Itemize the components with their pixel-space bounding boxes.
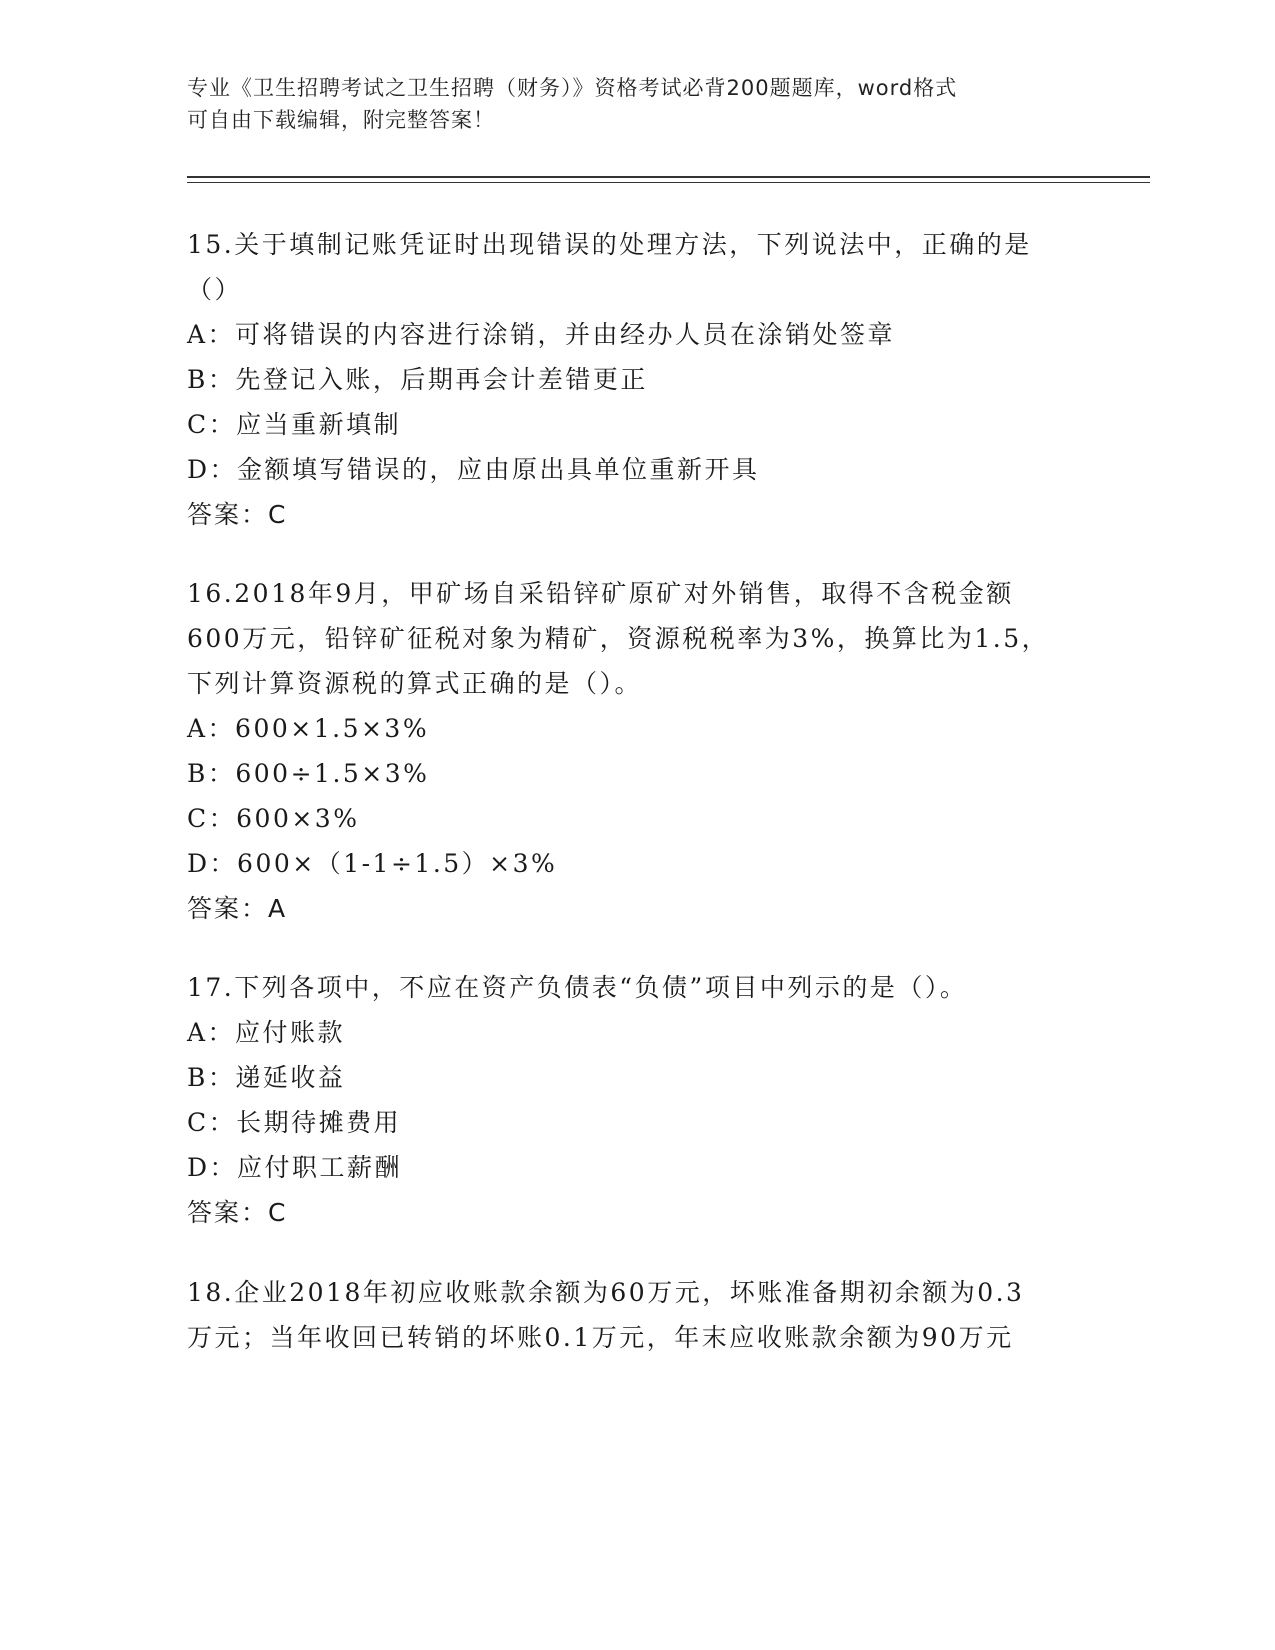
question-15 <box>187 222 1067 538</box>
question-stem-line: 15.关于填制记账凭证时出现错误的处理方法，下列说法中，正确的是 <box>187 230 1032 259</box>
header-rule-top <box>187 176 1150 178</box>
answer-label: 答案： <box>187 894 269 923</box>
answer-label: 答案： <box>187 500 269 529</box>
document-header <box>187 72 1067 136</box>
header-rule-bottom <box>187 182 1150 183</box>
option-a: A：600×1.5×3% <box>187 714 430 743</box>
answer-line <box>187 492 1067 538</box>
option-a: A：应付账款 <box>187 1018 346 1047</box>
question-stem-line: 18.企业2018年初应收账款余额为60万元，坏账准备期初余额为0.3 <box>187 1278 1025 1307</box>
option-b: B：先登记入账，后期再会计差错更正 <box>187 365 648 394</box>
question-stem-line: 下列计算资源税的算式正确的是（）。 <box>187 669 643 698</box>
option-d: D：金额填写错误的，应由原出具单位重新开具 <box>187 455 760 484</box>
answer-value: A <box>268 894 288 923</box>
question-17 <box>187 965 1067 1236</box>
option-b: B：600÷1.5×3% <box>187 759 430 788</box>
option-a: A：可将错误的内容进行涂销，并由经办人员在涂销处签章 <box>187 320 896 349</box>
question-stem-line: 600万元，铅锌矿征税对象为精矿，资源税税率为3%，换算比为1.5， <box>187 624 1050 653</box>
option-d: D：600×（1-1÷1.5）×3% <box>187 849 558 878</box>
answer-value: C <box>268 1198 288 1227</box>
answer-line <box>187 1190 1067 1236</box>
answer-label: 答案： <box>187 1198 269 1227</box>
question-18 <box>187 1270 1067 1360</box>
question-stem-line: （） <box>187 275 243 304</box>
question-stem-line: 16.2018年9月，甲矿场自采铅锌矿原矿对外销售，取得不含税金额 <box>187 579 1014 608</box>
header-line-1: 专业《卫生招聘考试之卫生招聘（财务）》资格考试必背200题题库，word格式 <box>187 76 958 100</box>
answer-line <box>187 886 1067 932</box>
option-d: D：应付职工薪酬 <box>187 1153 403 1182</box>
header-line-2: 可自由下载编辑，附完整答案！ <box>187 108 495 132</box>
question-stem-line: 万元；当年收回已转销的坏账0.1万元，年末应收账款余额为90万元 <box>187 1323 1014 1352</box>
option-c: C：应当重新填制 <box>187 410 402 439</box>
answer-value: C <box>268 500 288 529</box>
question-16 <box>187 571 1067 932</box>
option-c: C：600×3% <box>187 804 360 833</box>
option-b: B：递延收益 <box>187 1063 346 1092</box>
option-c: C：长期待摊费用 <box>187 1108 402 1137</box>
question-stem-line: 17.下列各项中，不应在资产负债表“负债”项目中列示的是（）。 <box>187 973 968 1002</box>
